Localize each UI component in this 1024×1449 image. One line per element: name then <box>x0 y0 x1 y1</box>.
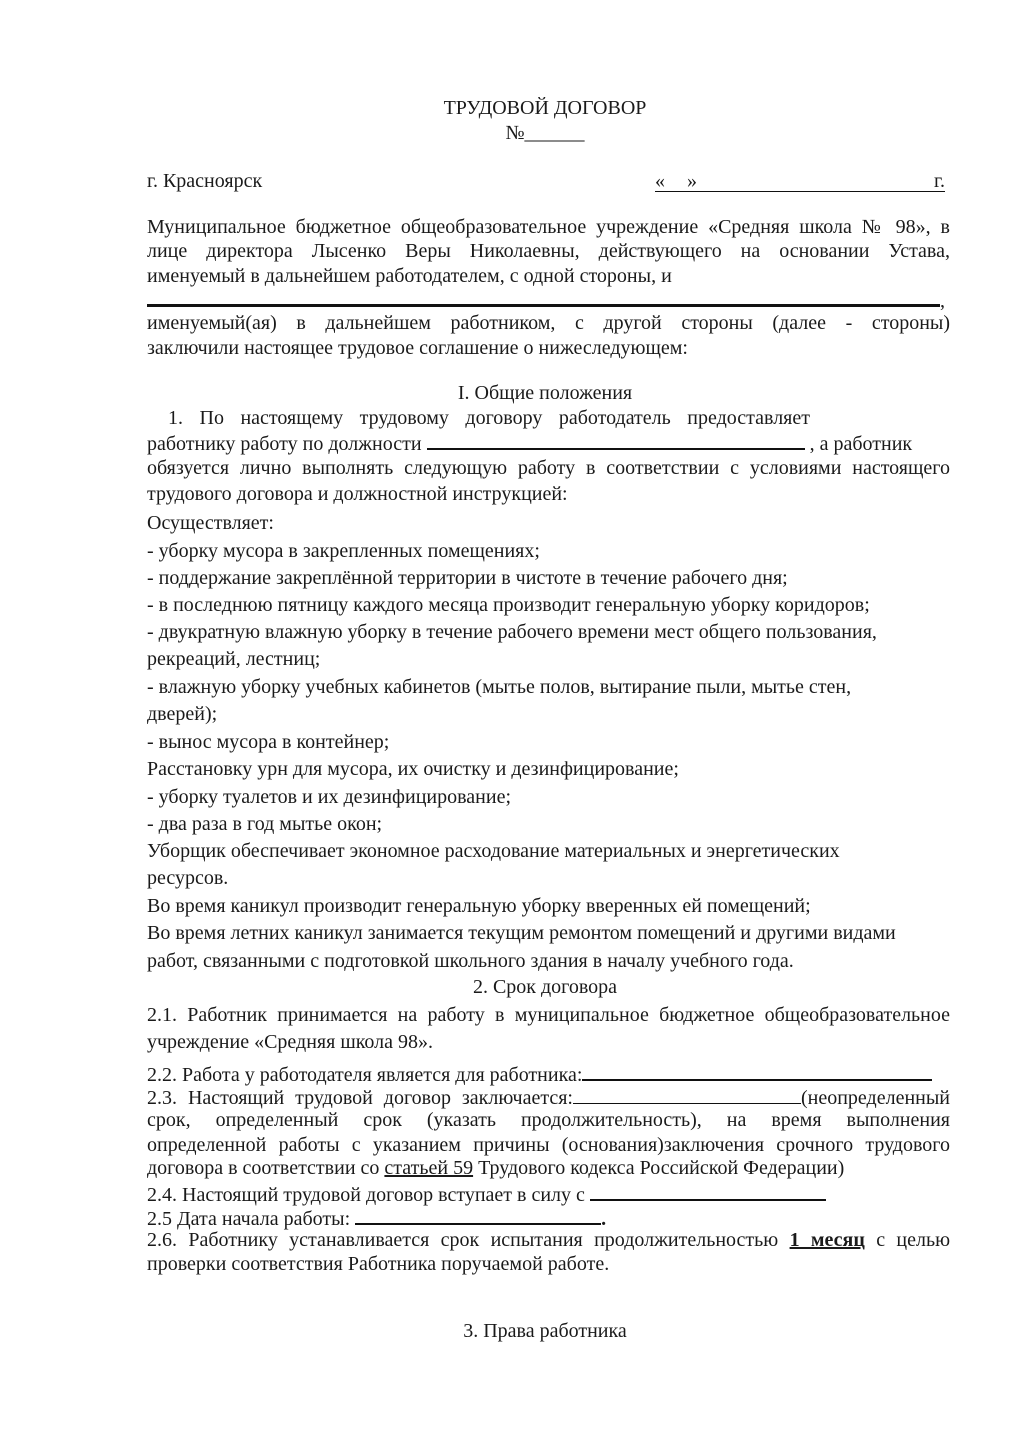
text: (неопределенный <box>800 1087 950 1109</box>
probation-period: 1 месяц <box>789 1229 865 1251</box>
text: работнику работу по должности <box>147 433 422 455</box>
section-3-heading: 3. Права работника <box>463 1320 627 1342</box>
intro-line: заключили настоящее трудовое соглашение о нижеследующем: <box>147 337 688 359</box>
contract-term-field[interactable] <box>573 1085 801 1104</box>
paragraph-line: обязуется лично выполнять следующую работу в соответствии с условиями настоящего <box>147 457 950 479</box>
intro-line: именуемый(ая) в дальнейшем работником, с другой стороны (далее - стороны) <box>147 312 950 334</box>
paragraph-line: Уборщик обеспечивает экономное расходование материальных и энергетических <box>147 840 840 862</box>
period: . <box>601 1208 607 1230</box>
duty-item: рекреаций, лестниц; <box>147 648 321 670</box>
paragraph-line: ресурсов. <box>147 867 229 889</box>
text: 2.2. Работа у работодателя является для работника: <box>147 1064 583 1086</box>
probation-line <box>147 1228 950 1252</box>
duty-item: - уборку туалетов и их дезинфицирование; <box>147 786 512 808</box>
paragraph-line: Осуществляет: <box>147 512 274 534</box>
text: договора в соответствии со <box>147 1157 380 1179</box>
duty-item: - влажную уборку учебных кабинетов (мытье полов, вытирание пыли, мытье стен, <box>147 676 852 698</box>
duty-item: - поддержание закреплённой территории в чистоте в течение рабочего дня; <box>147 567 788 589</box>
paragraph-line <box>147 1156 844 1180</box>
contract-number: №______ <box>505 122 585 144</box>
duty-item: Расстановку урн для мусора, их очистку и дезинфицирование; <box>147 758 679 780</box>
paragraph-line: определенной работы с указанием причины (основания)заключения срочного трудового <box>147 1134 950 1156</box>
duty-item: - вынос мусора в контейнер; <box>147 731 390 753</box>
city: г. Красноярск <box>147 170 263 192</box>
duty-item: - уборку мусора в закрепленных помещениях; <box>147 540 540 562</box>
paragraph-line: учреждение «Средняя школа 98». <box>147 1031 434 1053</box>
paragraph-line: работ, связанными с подготовкой школьного здания в началу учебного года. <box>147 950 794 972</box>
intro-line: лице директора Лысенко Веры Николаевны, действующего на основании Устава, <box>147 240 950 262</box>
text: Трудового кодекса Российской Федерации) <box>478 1157 845 1179</box>
paragraph-line: 1. По настоящему трудовому договору работодатель предоставляет <box>168 407 810 429</box>
text: с целью <box>876 1229 951 1251</box>
paragraph-line: 2.1. Работник принимается на работу в муниципальное бюджетное общеобразовательное <box>147 1004 950 1026</box>
work-type-line <box>147 1061 932 1085</box>
section-2-heading: 2. Срок договора <box>472 976 618 998</box>
contract-term-line <box>147 1085 950 1109</box>
duty-item: - в последнюю пятницу каждого месяца производит генеральную уборку коридоров; <box>147 594 870 616</box>
date-field[interactable] <box>655 169 945 192</box>
work-type-field[interactable] <box>582 1061 932 1081</box>
position-field[interactable] <box>427 430 805 450</box>
paragraph-line: проверки соответствия Работника поручаемой работе. <box>147 1253 610 1275</box>
start-date-line <box>147 1205 606 1229</box>
paragraph-line: трудового договора и должностной инструкцией: <box>147 483 568 505</box>
paragraph-line: срок, определенный срок (указать продолжительность), на время выполнения <box>147 1109 950 1131</box>
text: 2.4. Настоящий трудовой договор вступает в силу с <box>147 1184 585 1206</box>
paragraph-line: Во время каникул производит генеральную уборку вверенных ей помещений; <box>147 895 811 917</box>
comma: , <box>940 290 945 312</box>
document-title: ТРУДОВОЙ ДОГОВОР <box>443 97 647 119</box>
article-59-link[interactable]: статьей 59 <box>384 1157 474 1179</box>
effective-date-line <box>147 1181 826 1205</box>
intro-line: именуемый в дальнейшем работодателем, с одной стороны, и <box>147 265 672 287</box>
date-quote-open: « <box>655 170 665 192</box>
intro-line: Муниципальное бюджетное общеобразовательное учреждение «Средняя школа № 98», в <box>147 216 950 238</box>
start-date-field[interactable] <box>355 1205 601 1225</box>
duty-item: - два раза в год мытье окон; <box>147 813 383 835</box>
date-year-suffix: г. <box>934 170 945 192</box>
duty-item: - двукратную влажную уборку в течение рабочего времени мест общего пользования, <box>147 621 877 643</box>
text: , а работник <box>809 433 913 455</box>
text: 2.3. Настоящий трудовой договор заключается: <box>147 1087 573 1109</box>
position-line <box>147 430 912 454</box>
paragraph-line: Во время летних каникул занимается текущим ремонтом помещений и другими видами <box>147 922 896 944</box>
text: 2.6. Работнику устанавливается срок испытания продолжительностью <box>147 1229 779 1251</box>
duty-item: дверей); <box>147 703 218 725</box>
effective-date-field[interactable] <box>590 1181 826 1201</box>
date-quote-close: » <box>687 170 697 192</box>
employee-name-field[interactable] <box>147 286 945 310</box>
text: 2.5 Дата начала работы: <box>147 1208 351 1230</box>
section-1-heading: I. Общие положения <box>457 382 633 404</box>
